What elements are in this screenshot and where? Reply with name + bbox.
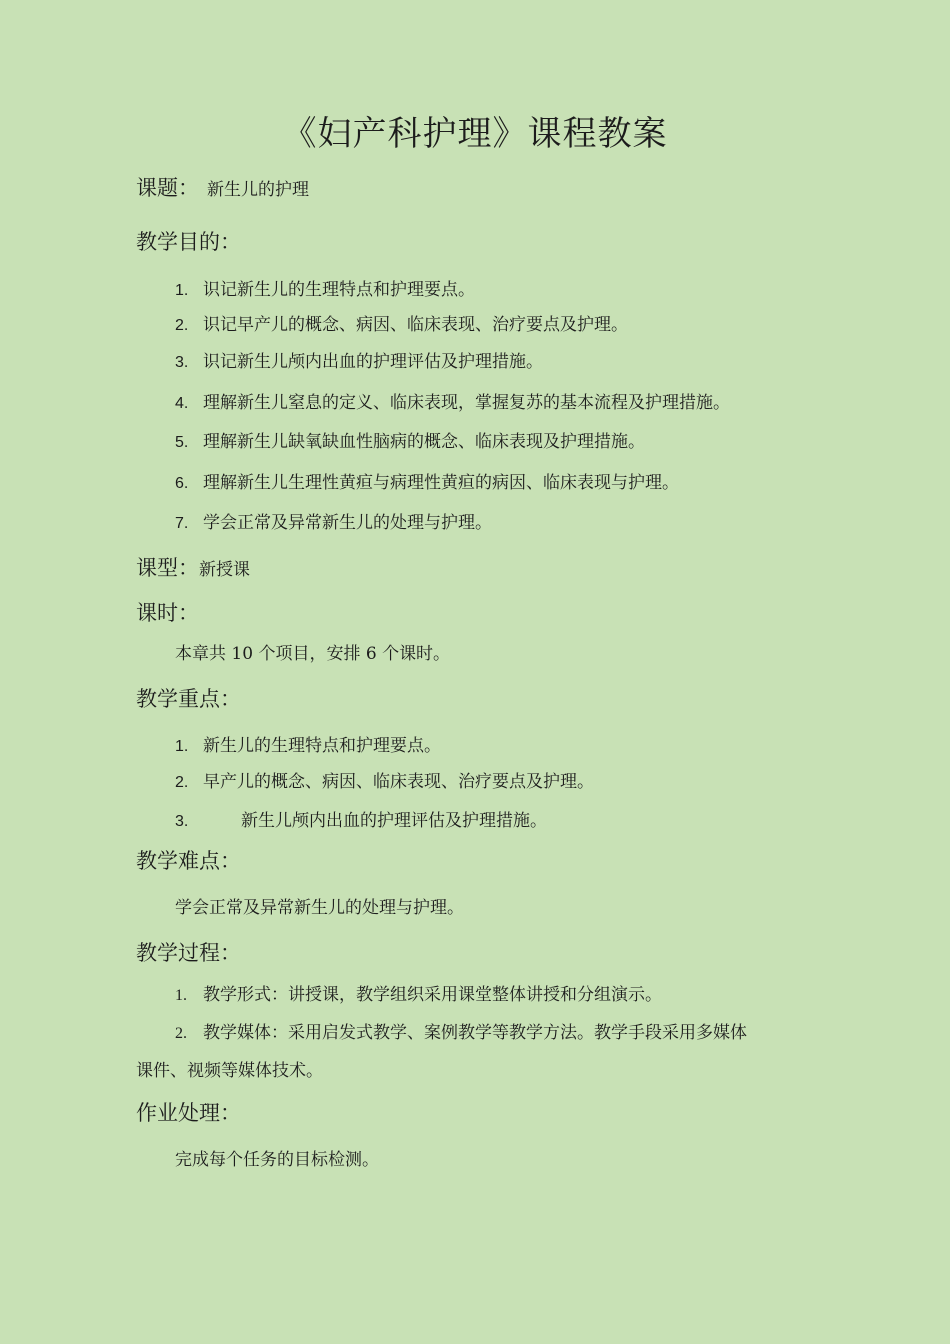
objective-item [175, 390, 730, 417]
topic-row [136, 173, 309, 205]
objective-number: 7. [175, 515, 189, 532]
lesson-type-value: 新授课 [199, 560, 250, 580]
process-item [175, 1020, 747, 1047]
objective-number: 3. [175, 354, 189, 371]
objective-item [175, 429, 645, 456]
key-point-text: 新生儿的生理特点和护理要点。 [203, 736, 441, 756]
objective-text: 理解新生儿生理性黄疸与病理性黄疸的病因、临床表现与护理。 [203, 473, 679, 493]
key-point-item [175, 769, 594, 796]
topic-value: 新生儿的护理 [207, 180, 309, 200]
objective-item [175, 312, 628, 339]
objective-number: 6. [175, 475, 189, 492]
process-text: 教学媒体：采用启发式教学、案例教学等教学方法。教学手段采用多媒体 [203, 1023, 747, 1043]
difficulties-heading: 教学难点： [136, 849, 241, 873]
process-heading: 教学过程： [136, 941, 241, 965]
objective-number: 2. [175, 317, 189, 334]
process-item [175, 982, 662, 1009]
objective-number: 5. [175, 434, 189, 451]
document-title: 《妇产科护理》课程教案 [282, 114, 668, 154]
hours-heading: 课时： [136, 601, 199, 625]
hours-text: 本章共 10 个项目，安排 6 个课时。 [175, 644, 451, 664]
objective-number: 1. [175, 282, 189, 299]
objective-text: 理解新生儿窒息的定义、临床表现，掌握复苏的基本流程及护理措施。 [203, 393, 730, 413]
objective-item [175, 470, 679, 497]
key-point-number: 2. [175, 774, 189, 791]
topic-label: 课题： [136, 176, 199, 200]
homework-heading: 作业处理： [136, 1101, 241, 1125]
key-point-number: 1. [175, 738, 189, 755]
key-point-text: 早产儿的概念、病因、临床表现、治疗要点及护理。 [203, 772, 594, 792]
key-points-heading: 教学重点： [136, 687, 241, 711]
homework-text: 完成每个任务的目标检测。 [175, 1150, 379, 1170]
objective-text: 识记新生儿颅内出血的护理评估及护理措施。 [203, 352, 543, 372]
difficulties-text: 学会正常及异常新生儿的处理与护理。 [175, 898, 464, 918]
process-number: 1. [175, 987, 187, 1004]
process-text-continued: 课件、视频等媒体技术。 [136, 1061, 323, 1081]
process-number: 2. [175, 1025, 187, 1042]
key-point-item [175, 808, 547, 835]
key-point-item [175, 733, 441, 760]
objective-text: 识记新生儿的生理特点和护理要点。 [203, 280, 475, 300]
lesson-type-label: 课型： [136, 556, 199, 580]
objective-item [175, 510, 492, 537]
process-text: 教学形式：讲授课，教学组织采用课堂整体讲授和分组演示。 [203, 985, 662, 1005]
objective-number: 4. [175, 395, 189, 412]
objective-text: 学会正常及异常新生儿的处理与护理。 [203, 513, 492, 533]
key-point-number: 3. [175, 813, 189, 830]
key-point-text: 新生儿颅内出血的护理评估及护理措施。 [241, 811, 547, 831]
objective-text: 识记早产儿的概念、病因、临床表现、治疗要点及护理。 [203, 315, 628, 335]
objective-text: 理解新生儿缺氧缺血性脑病的概念、临床表现及护理措施。 [203, 432, 645, 452]
objective-item [175, 349, 543, 376]
objective-item [175, 277, 475, 304]
lesson-type-row [136, 553, 250, 585]
objectives-heading: 教学目的： [136, 230, 241, 254]
